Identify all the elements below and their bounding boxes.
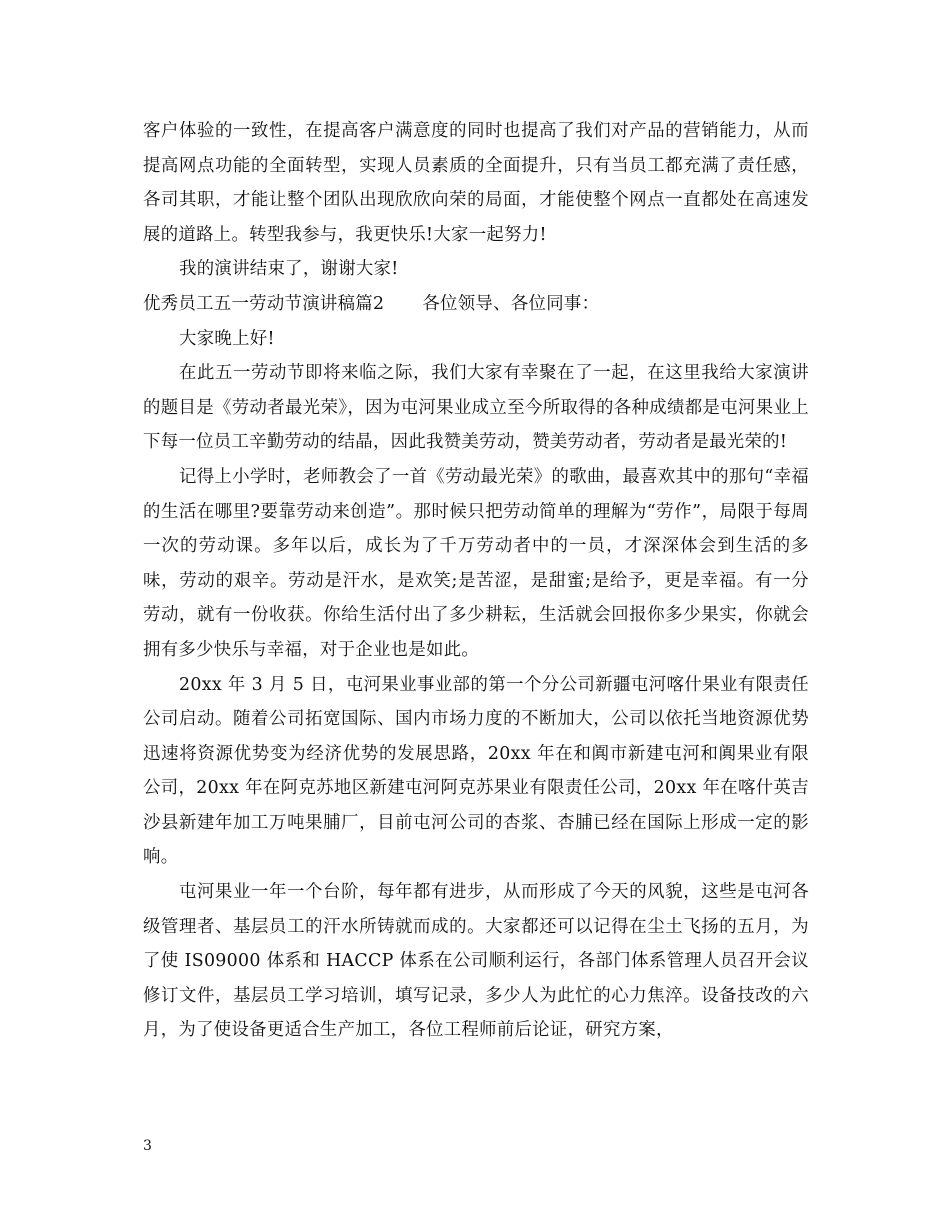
paragraph-3: 大家晚上好!: [179, 328, 275, 349]
paragraph-2: 我的演讲结束了，谢谢大家!: [179, 259, 399, 280]
paragraph-6: 20xx 年 3 月 5 日，屯河果业事业部的第一个分公司新疆屯河喀什果业有限责任公司启动。随着公司拓宽国际、国内市场力度的不断加大，公司以依托当地资源优势迅速将资源优势变为经济优势的发展思路，20xx 年在和阗市新建屯河和阗果业有限公司，20xx 年在阿克苏地区新建屯河阿克苏果业有限责任公司，20xx 年在喀什英吉沙县新建年加工万吨果脯厂，目前屯河公司的杏浆、杏脯已经在国际上形成一定的影响。: [143, 674, 809, 868]
paragraph-5: 记得上小学时，老师教会了一首《劳动最光荣》的歌曲，最喜欢其中的那句“幸福的生活在哪里?要靠劳动来创造”。那时候只把劳动简单的理解为“劳作”，局限于每周一次的劳动课。多年以后，成长为了千万劳动者中的一员，才深深体会到生活的多味，劳动的艰辛。劳动是汗水，是欢笑;是苦涩，是甜蜜;是给予，更是幸福。有一分劳动，就有一份收获。你给生活付出了多少耕耘，生活就会回报你多少果实，你就会拥有多少快乐与幸福，对于企业也是如此。: [143, 466, 809, 660]
page-number: 3: [143, 1138, 152, 1154]
document-body: [143, 114, 809, 1048]
section-heading: [143, 287, 809, 322]
paragraph-1: 客户体验的一致性，在提高客户满意度的同时也提高了我们对产品的营销能力，从而提高网点功能的全面转型，实现人员素质的全面提升，只有当员工都充满了责任感，各司其职，才能让整个团队出现欣欣向荣的局面，才能使整个网点一直都处在高速发展的道路上。转型我参与，我更快乐!大家一起努力!: [143, 121, 809, 245]
paragraph-7: 屯河果业一年一个台阶，每年都有进步，从而形成了今天的风貌，这些是屯河各级管理者、基层员工的汗水所铸就而成的。大家都还可以记得在尘土飞扬的五月，为了使 IS09000 体系和 HACCP 体系在公司顺利运行，各部门体系管理人员召开会议修订文件，基层员工学习培训，填写记录，多少人为此忙的心力焦淬。设备技改的六月，为了使设备更适合生产加工，各位工程师前后论证，研究方案，: [143, 882, 809, 1041]
section-title: 优秀员工五一劳动节演讲稿篇2: [143, 293, 385, 314]
greeting: 各位领导、各位同事：: [422, 293, 600, 314]
paragraph-4: 在此五一劳动节即将来临之际，我们大家有幸聚在了一起，在这里我给大家演讲的题目是《劳动者最光荣》，因为屯河果业成立至今所取得的各种成绩都是屯河果业上下每一位员工辛勤劳动的结晶，因此我赞美劳动，赞美劳动者，劳动者是最光荣的!: [143, 363, 809, 453]
